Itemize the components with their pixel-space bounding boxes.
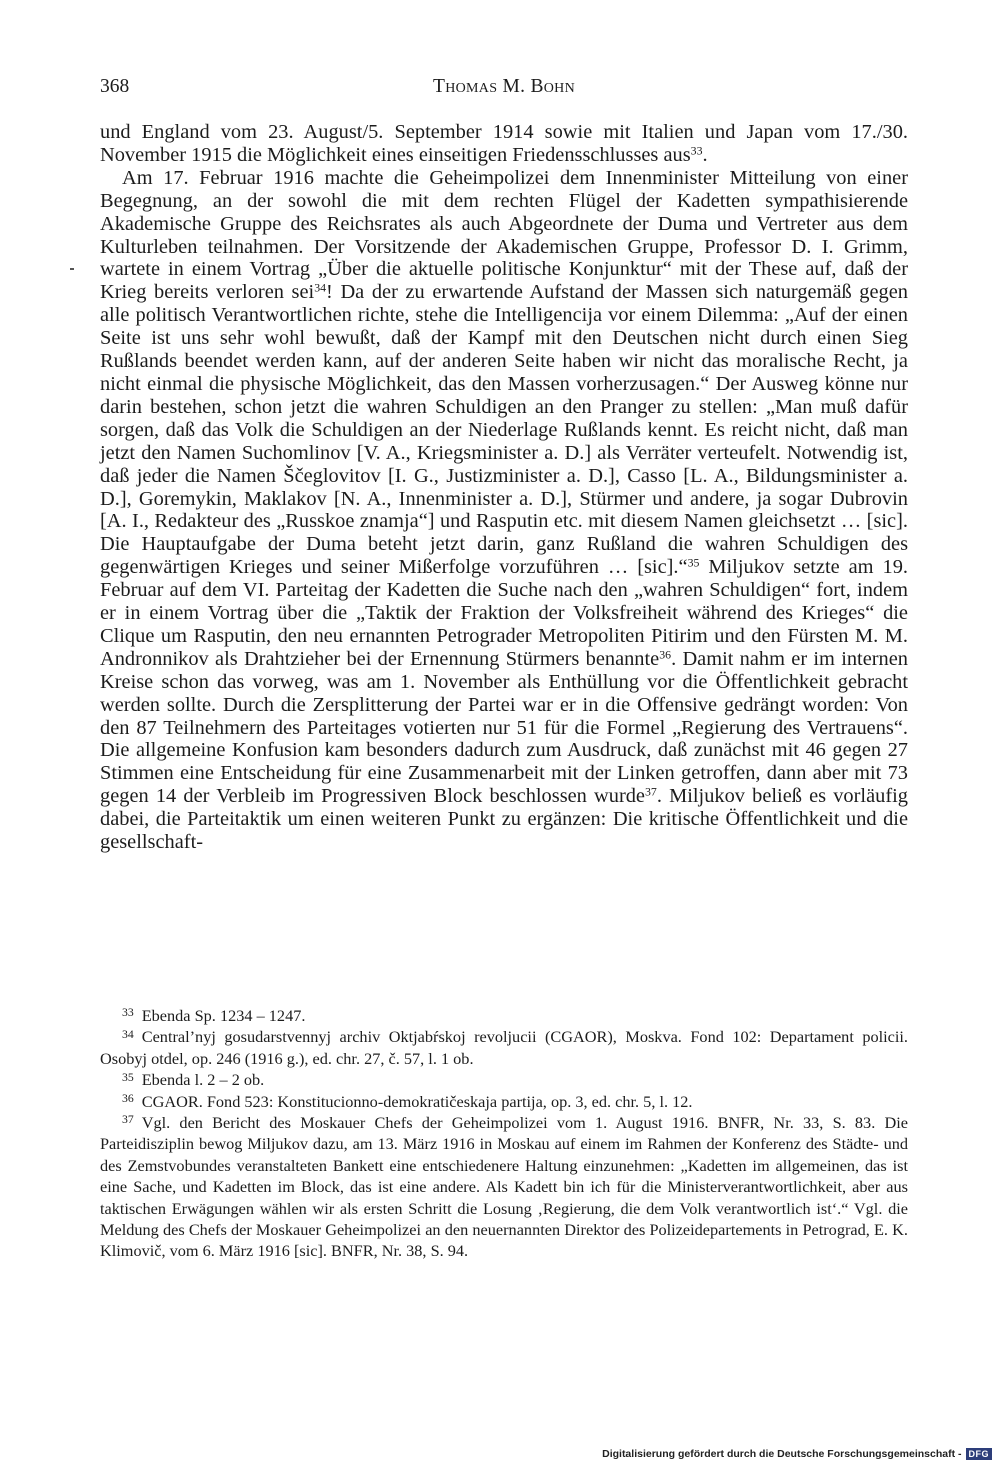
footnote-ref-37[interactable]: 37 xyxy=(644,784,657,799)
footnote-36 xyxy=(100,1091,908,1112)
running-head: Thomas M. Bohn xyxy=(433,76,575,97)
footnotes xyxy=(100,1005,908,1262)
body-text xyxy=(100,121,908,854)
footnote-number: 35 xyxy=(122,1070,134,1084)
margin-mark xyxy=(70,268,74,270)
footnote-35 xyxy=(100,1069,908,1090)
footnote-ref-34[interactable]: 34 xyxy=(314,280,327,295)
footnote-text: Ebenda Sp. 1234 – 1247. xyxy=(141,1006,306,1025)
footnote-ref-36[interactable]: 36 xyxy=(659,647,672,662)
dfg-logo-icon: DFG xyxy=(966,1448,993,1460)
footnote-37 xyxy=(100,1112,908,1262)
page-number: 368 xyxy=(100,76,130,97)
footnote-number: 36 xyxy=(122,1091,134,1105)
footnote-text: Central’nyj gosudarstvennyj archiv Oktjabŕskoj revoljucii (CGAOR), Moskva. Fond 102: Departament policii. Osobyj otdel, op. 246 (1916 g.), ed. chr. 27, č. 57, l. 1 ob. xyxy=(100,1027,908,1068)
footnote-33 xyxy=(100,1005,908,1026)
paragraph-2: Am 17. Februar 1916 machte die Geheimpolizei dem Innenminister Mitteilung von einer Begegnung, an der sowohl die mit dem rechten Flügel der Kadetten sympathisierende Akademische Gruppe des Reichsrates als auch Abgeordnete der Duma und Vertreter aus dem Kulturleben teilnahmen. Der Vorsitzende der Akademischen Gruppe, Professor D. I. Grimm, wartete in einem Vortrag „Über die aktuelle politische Konjunktur“ mit der These auf, daß der Krieg bereits verloren sei$^{34}$! Da der zu erwartende Aufstand der Massen sich naturgemäß gegen alle politisch Verantwortlichen richte, stehe die Intelligencija vor einem Dilemma: „Auf der einen Seite ist uns sehr wohl bewußt, daß der Kampf mit den Deutschen nicht durch einen Sieg Rußlands beendet werden kann, auf der anderen Seite haben wir nicht das moralische Recht, ja nicht einmal die physische Möglichkeit, das den Massen vorherzusagen.“ Der Ausweg könne nur darin bestehen, schon jetzt die wahren Schuldigen an den Pranger zu stellen: „Man muß dafür sorgen, daß das Volk die Schuldigen an der Niederlage Rußlands kennt. Es reicht nicht, daß man jetzt den Namen Suchomlinov [V. A., Kriegsminister a. D.] als Verräter verteufelt. Notwendig ist, daß jeder die Namen Ščeglovitov [I. G., Justizminister a. D.], Casso [L. A., Bildungsminister a. D.], Goremykin, Maklakov [N. A., Innenminister a. D.], Stürmer und andere, ja sogar Dubrovin [A. I., Redakteur des „Russkoe znamja“] und Rasputin etc. mit diesem Namen gleichsetzt … [sic]. Die Hauptaufgabe der Duma beteht jetzt darin, ganz Rußland die wahren Schuldigen des gegenwärtigen Krieges und seiner Mißerfolge vorzuführen … [sic].“$^{35}$ Miljukov setzte am 19. Februar auf dem VI. Parteitag der Kadetten die Suche nach den „wahren Schuldigen“ fort, indem er in einem Vortrag über die „Taktik der Fraktion der Volksfreiheit während des Krieges“ die Clique um Rasputin, den neu ernannten Petrograder Metropoliten Pitirim und den Fürsten M. M. Andronnikov als Drahtzieher bei der Ernennung Stürmers benannte$^{36}$. Damit nahm er im internen Kreise schon das vorweg, was am 1. November als Enthüllung vor die Öffentlichkeit gebracht werden sollte. Durch die Zersplitterung der Partei war er in die Offensive gedrängt worden: Von den 87 Teilnehmern des Parteitages votierten nur 51 für die Formel „Regierung des Vertrauens“. Die allgemeine Konfusion kam besonders dadurch zum Ausdruck, daß zunächst mit 46 gegen 27 Stimmen eine Entscheidung für eine Zusammenarbeit mit der Linken getroffen, dann aber mit 73 gegen 14 der Verbleib im Progressiven Block beschlossen wurde$^{37}$. Miljukov beließ es vorläufig dabei, die Parteitaktik um einen weiteren Punkt zu ergänzen: Die kritische Öffentlichkeit und die gesellschaft- xyxy=(100,166,909,854)
digitization-footer xyxy=(602,1447,992,1461)
funding-note: Digitalisierung gefördert durch die Deutsche Forschungsgemeinschaft - xyxy=(602,1448,962,1460)
footnote-number: 34 xyxy=(122,1027,134,1041)
footnote-ref-33[interactable]: 33 xyxy=(690,143,703,158)
footnote-34 xyxy=(100,1026,908,1069)
footnote-number: 37 xyxy=(122,1113,134,1127)
footnote-text: CGAOR. Fond 523: Konstitucionno-demokratičeskaja partija, op. 3, ed. chr. 5, l. 12. xyxy=(141,1091,693,1111)
paragraph-1: und England vom 23. August/5. September 1914 sowie mit Italien und Japan vom 17./30. November 1915 die Möglichkeit eines einseitigen Friedensschlusses aus$^{33}$. xyxy=(100,121,908,166)
footnote-text: Vgl. den Bericht des Moskauer Chefs der Geheimpolizei vom 1. August 1916. BNFR, Nr. 33, S. 83. Die Parteidisziplin bewog Miljukov dazu, am 13. März 1916 in Moskau auf einem im Rahmen der Konferenz des Städte- und des Zemstvobundes veranstalteten Bankett eine entschiedenere Haltung einzunehmen: „Kadetten im allgemeinen, das ist eine Sache, und Kadetten im Block, das ist eine andere. Als Kadett bin ich für die Ministerverantwortlichkeit, aber aus taktischen Erwägungen wählen wir als ersten Schritt die Losung ‚Regierung, die dem Volk verantwortlich ist‘.“ Vgl. die Meldung des Chefs der Moskauer Geheimpolizei an den neuernannten Direktor des Polizeidepartements in Petrograd, E. K. Klimovič, vom 6. März 1916 [sic]. BNFR, Nr. 38, S. 94. xyxy=(100,1113,908,1261)
footnote-text: Ebenda l. 2 – 2 ob. xyxy=(141,1070,265,1090)
page-header xyxy=(100,76,908,106)
footnote-number: 33 xyxy=(122,1006,134,1020)
footnote-ref-35[interactable]: 35 xyxy=(687,555,700,570)
